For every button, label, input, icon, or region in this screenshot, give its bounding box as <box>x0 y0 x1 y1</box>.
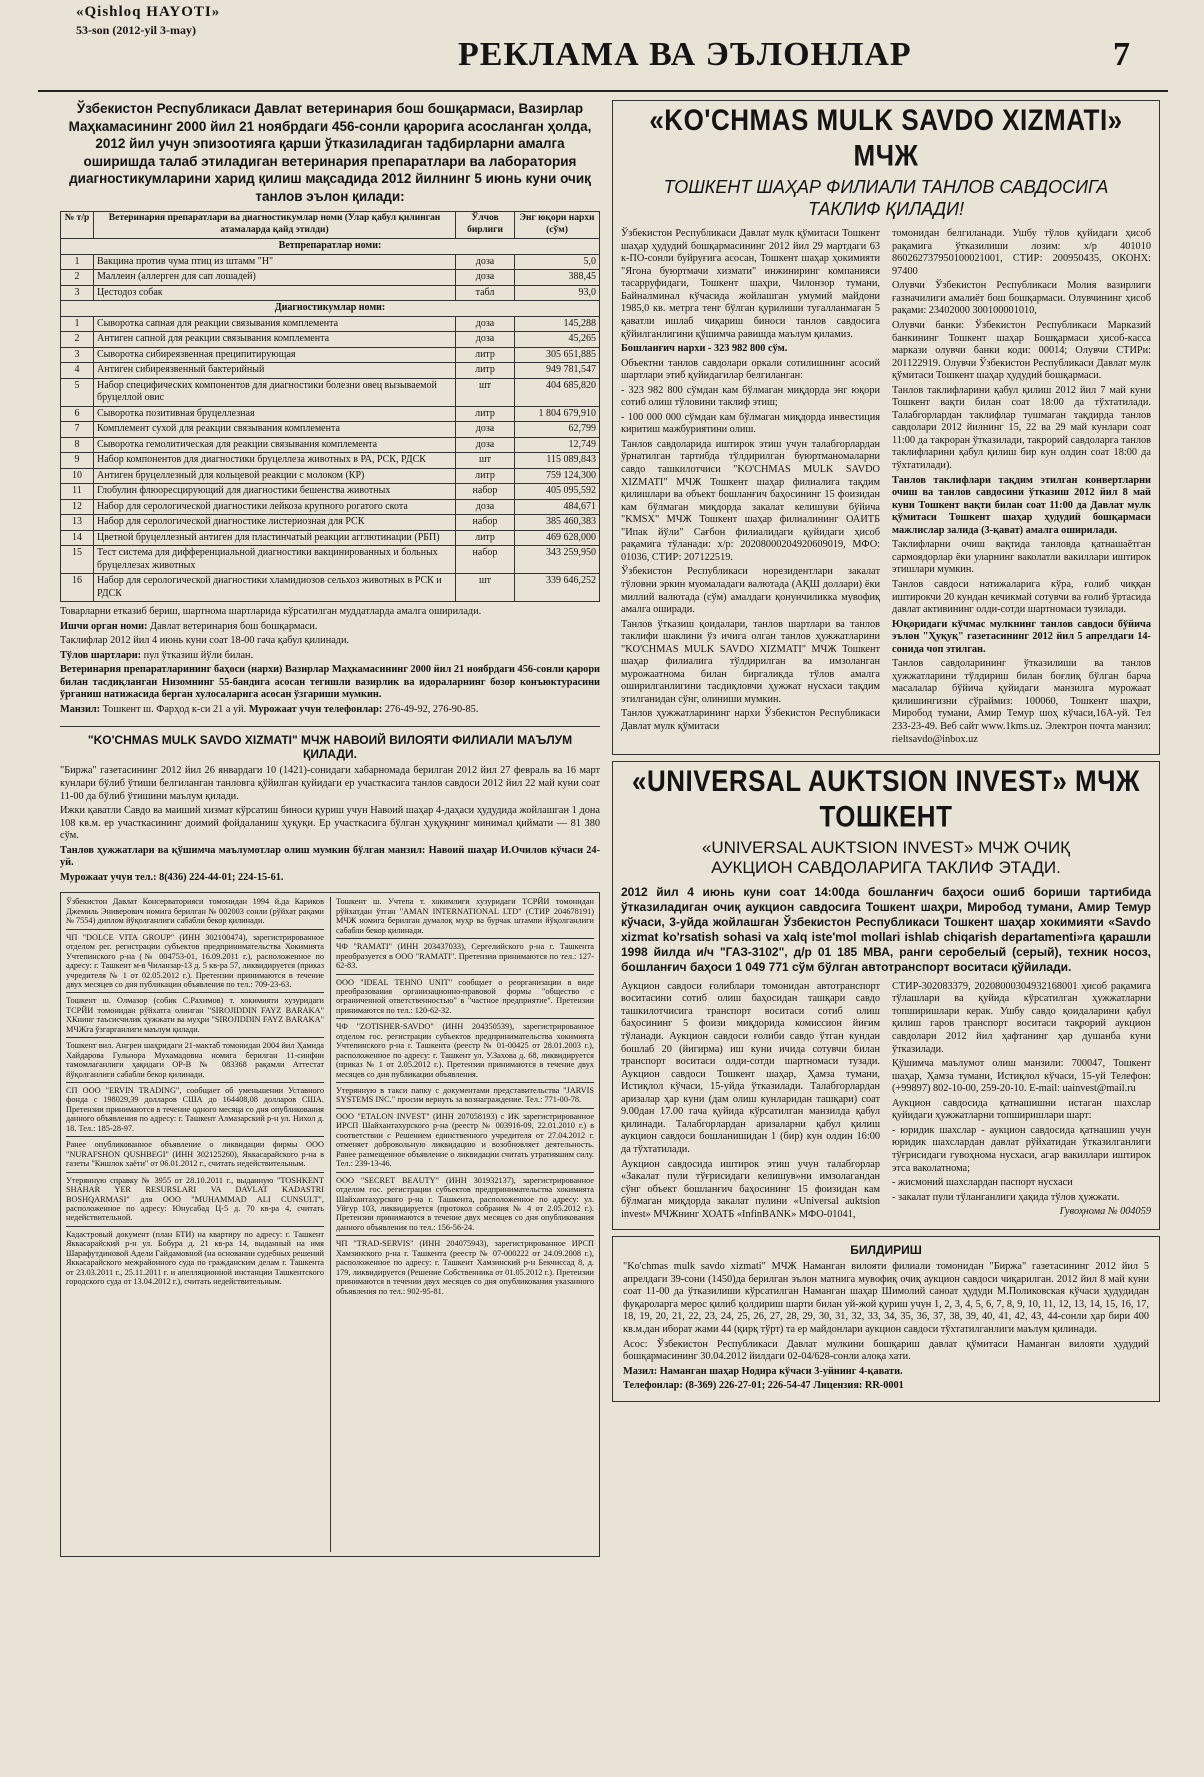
table-row <box>61 363 600 379</box>
th-number: № т/р <box>61 212 94 239</box>
divider <box>336 1172 594 1173</box>
cell-name: Набор для серологической диагностики хламидиозов сельхоз животных в РСК и РДСК <box>94 574 456 602</box>
notice-item: Утерянную в такси папку с документами представительства "JARVIS SYSTEMS INC." просим вернуть за вознаграждение. Тел.: 771-00-78. <box>336 1086 594 1105</box>
cell-n: 1 <box>61 254 94 270</box>
table-row <box>61 574 600 602</box>
table-row <box>61 546 600 574</box>
right-column <box>612 100 1160 1770</box>
navoiy-p4: Мурожаат учун тел.: 8(436) 224-44-01; 224-15-61. <box>60 871 284 883</box>
table-row <box>61 254 600 270</box>
cell-unit: доза <box>456 316 515 332</box>
cell-n: 1 <box>61 316 94 332</box>
cell-name: Сыворотка сапная для реакции связывания комплемента <box>94 316 456 332</box>
divider <box>66 1082 324 1083</box>
cell-n: 15 <box>61 546 94 574</box>
notice-item: ЧП "DOLCE VITA GROUP" (ИНН 302100474), зарегистрированное отделом рег. регистрации субъектов предпринимательства Хокимията Учтепинского р-на (№ 004753-01, 16.09.2011 г.), расположенное по адресу: г. Ташкент м-в Чиланзар-13 д. 5 кв-ра 57, ликвидируется (приказ учредителя № 1 от 02.05.2012 г.). Претензии принимаются в течение двух месяцев со дня публикации объявления по тел.: 709-23-63. <box>66 932 324 989</box>
divider <box>66 1037 324 1038</box>
paragraph: томонидан белгиланади. Ушбу тўлов қуйидаги ҳисоб рақамига ўтказилиши лозим: х/р 401010 860262737950100021001, СТИР: 200950435, ОКОНХ: 97400 <box>892 228 1151 277</box>
tender-address <box>60 704 600 717</box>
cell-n: 3 <box>61 285 94 301</box>
paragraph: Объектни танлов савдолари оркали сотилишнинг асосий шартлари этиб қуйидагилар белгиланган: <box>621 357 880 382</box>
cell-unit: шт <box>456 378 515 406</box>
navoiy-title: "KO'CHMAS MULK SAVDO XIZMATI" МЧЖ НАВОИЙ ВИЛОЯТИ ФИЛИАЛИ МАЪЛУМ ҚИЛАДИ. <box>87 733 573 762</box>
paragraph: Олувчи Ўзбекистон Республикаси Молия вазирлиги ғазначилиги амалиёт бош бошқармаси. Олувчининг ҳисоб рақами: 23402000 300100001010, <box>892 280 1151 317</box>
divider <box>336 1082 594 1083</box>
divider <box>336 1235 594 1236</box>
cell-name: Набор специфических компонентов для диагностики болезни овец вызываемой бруцеллой овис <box>94 378 456 406</box>
paragraph: Таклифларни очиш вақтида танловда қатнашаётган сармоядорлар ёки уларнинг ваколатли вакиллари иштирок этишлари мумкин. <box>892 539 1151 576</box>
cell-n: 16 <box>61 574 94 602</box>
cell-unit: доза <box>456 254 515 270</box>
cell-name: Тест система для дифференциальной диагностики вакцинированных и больных бруцеллезах животных <box>94 546 456 574</box>
cell-price: 343 259,950 <box>515 546 600 574</box>
notice-item: ЧФ "RAMATI" (ИНН 203437033), Сергелийского р-на г. Ташкента преобразуется в ООО "RAMATI". Претензии принимаются по тел.: 127-62-83. <box>336 942 594 971</box>
universal-left-text <box>621 981 880 1223</box>
divider <box>60 726 600 727</box>
notice-item: ООО "IDEAL TEHNO UNIT" сообщает о реорганизации в виде преобразования организационно-правовой формы "общество с ограниченной ответственностью" в "частное предприятие". Претензии принимаются по тел.: 120-62-32. <box>336 977 594 1015</box>
cell-price: 405 095,592 <box>515 484 600 500</box>
universal-right-text <box>892 981 1151 1223</box>
notice-item: ЧФ "ZOTISHER-SAVDO" (ИНН 204350539), зарегистрированное отделом гос. регистрации субъектов предпринимательства хокимията Учтепинского р-на г. Ташкента (реестр № 01-00425 от 28.01.2003 г.), расположенное по адресу: г. Ташкент ул. У.Захова д. 68, ликвидируется (приказ № 1 от 2.05.2012 г.). Претензии принимаются в течение двух месяцев со дня публикации объявления. <box>336 1022 594 1079</box>
divider <box>66 992 324 993</box>
tender-table <box>60 211 600 602</box>
cell-price: 145,288 <box>515 316 600 332</box>
cell-name: Антиген бруцеллезный для кольцевой реакции с молоком (КР) <box>94 468 456 484</box>
notice-item: Тошкент ш. Учтепа т. хокимлиги хузуридаги ТСРЙИ томонидан рўйхатдан ўтган "AMAN INTERNATIONAL LTD" (СТИР 204678191) МЧЖ номига берилган думалоқ муҳр ва бурчак штампи йўқолганлиги сабабли бекор қилинади. <box>336 897 594 935</box>
universal-l2: Аукцион савдосида иштирок этиш учун талабгорлар «Закалат пули тўғрисидаги келишув»ни имзолагандан сўнг объект бошланғич баҳосининг 15 фоизидан кам бўлмаган миқдорда закалат пулини «Universal auktsion invest» МЧЖнинг ХОАТБ «InfinBANK» МФО-01041, <box>621 1158 880 1220</box>
kochmas-right-text <box>892 228 1151 748</box>
cell-price: 93,0 <box>515 285 600 301</box>
tender-conditions <box>60 606 600 716</box>
paragraph: Олувчи банки: Ўзбекистон Республикаси Марказий банкининг Тошкент шаҳар Бошқармаси ҳисоб-касса маркази олувчи банки коди: 00014; Олувчи СТИРи: 201122919. Олувчи Ўзбекистон Республикаси Давлат мулк қўмитаси Тошкент шаҳар ҳудудий бошқармаси. <box>892 320 1151 382</box>
universal-r4: - юридик шахслар - аукцион савдосида қатнашиш учун юридик шахслардан давлат рўйхатидан ўтказилганлиги тўғрисидаги гувоҳнома нусхаси, агар вакиллари иштирок этса ваколатнома; <box>892 1124 1151 1174</box>
section-title: Диагностикумлар номи: <box>61 301 600 317</box>
notice-item: Тошкент ш. Олмазор (собик С.Рахимов) т. хокимияти хузуридаги ТСРЙИ томонидан рўйхатга олинган "SIROJIDDIN FAYZ BARAKA" ХКнинг таъсисчилик ҳужжати ва муҳри "SIROJIDDIN FAYZ BARAKA" МЧЖга ўзгарганлиги маълум қилади. <box>66 996 324 1034</box>
notice-item: Утерянную справку № 3955 от 28.10.2011 г., выданную "TOSHKENT SHAHAR YER RESURSLARI VA DAVLAT KADASTRI BOSHQARMASI" для ООО "MUHAMMAD ALI CUNSULT", расположенное по адресу: Юнусабад Ц-5 д. 70 кв-ра 4, считать недействительной. <box>66 1175 324 1223</box>
short-notices <box>60 892 600 1557</box>
notice-item: Ўзбекистон Давлат Консерваторияси томонидан 1994 й.да Кариков Джемиль Эниверович номига берилган № 002003 сонли (рўйхат рақами № 7554) диплом йўқолганлиги сабабли бекор қилинади. <box>66 897 324 926</box>
cell-unit: доза <box>456 332 515 348</box>
cell-price: 469 628,000 <box>515 530 600 546</box>
label: Ишчи орган номи: <box>60 620 148 632</box>
cell-n: 9 <box>61 453 94 469</box>
table-row <box>61 316 600 332</box>
divider <box>336 1018 594 1019</box>
paragraph: - 100 000 000 сўмдан кам бўлмаган миқдорда инвестиция киритиш мажбуриятини олиш. <box>621 411 880 436</box>
kochmas-body <box>621 228 1151 748</box>
table-row <box>61 530 600 546</box>
cell-unit: доза <box>456 437 515 453</box>
bildirish-p1: "Ko'chmas mulk savdo xizmati" МЧЖ Наманган вилояти филиали томонидан "Биржа" газетасининг 2012 йил 5 апрелдаги 39-сони (1450)да берилган эълон матнига мувофиқ очиқ аукцион савдоси чиқарилган. 2012 йил 8 май куни соат 11-00 да ўтказилиши кўрсатилган Наманган шаҳар Шимолий саноат ҳудуди М.Поликовская кўчаси ҳудудидан фуқароларга мерос қилиб қолдириш шарти билан уй-жой қуриш учун 1, 2, 3, 4, 5, 6, 7, 8, 9, 10, 11, 12, 13, 14, 15, 16, 17, 18, 19, 20, 21, 22, 23, 24, 25, 26, 27, 28, 29, 30, 31, 32, 33, 34, 35, 36, 37, 38, 39, 40, 41, 42, 43, 44-сонли ҳар бири 400 кв.м.дан иборат жами 44 (қирқ тўрт) та ер майдонлари аукцион савдоси тўхтатилганлиги маълум қилинади. <box>623 1261 1149 1335</box>
cell-n: 6 <box>61 406 94 422</box>
table-row <box>61 468 600 484</box>
label: Тўлов шартлари: <box>60 649 142 661</box>
cell-n: 12 <box>61 499 94 515</box>
table-row <box>61 515 600 531</box>
paragraph: Юқоридаги кўчмас мулкнинг танлов савдоси бўйича эълон "Ҳуқуқ" газетасининг 2012 йил 5 апрелдаги 14-сонида чоп этилган. <box>892 618 1151 655</box>
divider <box>66 929 324 930</box>
bildirish-p2: Асос: Ўзбекистон Республикаси Давлат мулкини бошқариш давлат қўмитаси Наманган вилояти ҳудудий бошқармасининг 30.04.2012 йилдаги 02-04/628-сонли алоқа хати. <box>623 1338 1149 1363</box>
divider <box>336 1108 594 1109</box>
cell-price: 949 781,547 <box>515 363 600 379</box>
table-row <box>61 347 600 363</box>
paragraph: Ўзбекистон Республикаси Давлат мулк қўмитаси Тошкент шаҳар ҳудудий бошқармасининг 2012 йил 29 мартдаги 63 к-ПО-сонли буйруғига асосан, Тошкент шаҳар ҳокимияти "Ягона буюртмачи хизмати" инжиниринг компанияси тасарруфидаги, Тошкент шаҳри, Чилонзор тумани, Байналминал кўчасида жойлашган умумий майдони 1985,0 кв. метрга тенг бўлган қурилиши тугалланмаган 5 қаватли ишлаб чиқариш биноси танлов савдосига қўйилганлигини қўшимча равишда маълум қиламиз. <box>621 228 880 340</box>
universal-license: Гувоҳнома № 004059 <box>1059 1206 1151 1218</box>
cell-unit: литр <box>456 406 515 422</box>
universal-r6: - закалат пули тўланганлиги ҳақида тўлов ҳужжати. <box>892 1191 1120 1203</box>
notice-item: Ранее опубликованное объявление о ликвидации фирмы ООО "NURAFSHON QUSHBEGI" (ИНН 302125260), Яккасарайского р-на в газеты "Кишлок хаёти" от 06.01.2012 г., считать недействительным. <box>66 1140 324 1169</box>
universal-r2: Қўшимча маълумот олиш манзили: 700047, Тошкент шаҳар, Ҳамза тумани, Истиқлол кўчаси, 15-уй Телефон: (+99897) 802-10-00, 259-20-10. E-mail: uainvest@mail.ru <box>892 1058 1151 1095</box>
tender-payment <box>60 650 600 663</box>
cell-unit: набор <box>456 484 515 500</box>
tender-price-note: Ветеринария препаратларининг баҳоси (нархи) Вазирлар Маҳкамасининг 2000 йил 21 ноябрдаги 456-сонли қарори билан тасдиқланган Низомнинг 55-бандига асосан тегишли вазирлик ва идораларнинг бозор конъюктурасини ўрганиш натижасида берган хулосаларига асосан ўзгариши мумкин. <box>60 664 600 701</box>
cell-name: Маллеин (аллерген для сап лошадей) <box>94 270 456 286</box>
paragraph: Танлов савдоларининг ўтказилиши ва танлов ҳужжатларини тўлдириш билан боғлиқ бўлган барча масалалар бўйича қуйидаги манзилга мурожаат қилишингизни сўраймиз: 100060, Тошкент шаҳри, Миробод тумани, Амир Темур шоҳ кўчаси,16А-уй. Тел 233-23-49. Веб сайт www.1kms.uz. Электрон почта манзил: rieltsavdo@inbox.uz <box>892 658 1151 745</box>
cell-price: 1 804 679,910 <box>515 406 600 422</box>
label: Манзил: <box>60 703 101 715</box>
cell-price: 339 646,252 <box>515 574 600 602</box>
navoiy-p2: Ижки қаватли Савдо ва маиший хизмат кўрсатиш биноси қуриш учун Навоий шаҳар 4-даҳаси ҳудудида жойлашган 1 дона 108 кв.м. ер участкасининг доимий фойдаланиш ҳуқуқи. Ер участкасига бўлган ҳуқуқнинг минимал қиймати — 81 380 сўм. <box>60 805 600 842</box>
cell-name: Цестодоз собак <box>94 285 456 301</box>
cell-price: 759 124,300 <box>515 468 600 484</box>
cell-price: 404 685,820 <box>515 378 600 406</box>
table-section-row <box>61 301 600 317</box>
cell-n: 11 <box>61 484 94 500</box>
tender-delivery: Товарларни етказиб бериш, шартнома шартларида кўрсатилган муддатларда амалга оширилади. <box>60 606 482 618</box>
bildirish-notice <box>612 1236 1160 1401</box>
cell-price: 388,45 <box>515 270 600 286</box>
cell-price: 484,671 <box>515 499 600 515</box>
cell-unit: доза <box>456 270 515 286</box>
universal-title: «UNIVERSAL AUKTSION INVEST» МЧЖ ТОШКЕНТ <box>631 763 1140 834</box>
value: пул ўтказиш йўли билан. <box>141 649 254 661</box>
notice-item: ООО "SECRET BEAUTY" (ИНН 301932137), зарегистрированное отделом гос. регистрации субъектов предпринимательства хокимията Шайхантахурского р-на г. Ташкента, расположенное по адресу: ул. Уйгур 103, ликвидируется (протокол собрания № 4 от 2.05.2012 г.). Претензии принимаются в течение двух месяцев со дня опубликования данного объявления по тел.: 156-56-24. <box>336 1175 594 1232</box>
divider <box>66 1136 324 1137</box>
notice-item: ООО "ETALON INVEST" (ИНН 207058193) с ИК зарегистрированное ИРСП Шайхантахурского р-на (реестр № 003916-09, 22.01.2010 г.) в соответствии с Решением единственного учредителя от 27.04.2012 г. отменяет добровольную ликвидацию и возобновляет деятельность. Ранее размещенное объявление о ликвидации считать утратившим силу. Тел.: 239-13-46. <box>336 1111 594 1169</box>
cell-unit: набор <box>456 515 515 531</box>
cell-unit: табл <box>456 285 515 301</box>
bildirish-p4: Телефонлар: (8-369) 226-27-01; 226-54-47 Лицензия: RR-0001 <box>623 1380 904 1392</box>
paragraph: Танлов таклифлари тақдим этилган конвертларни очиш ва танлов савдосини ўтказиш 2012 йил 8 май куни Тошкент вақти билан соат 11:00 да Давлат мулк қўмитаси Тошкент шаҳар ҳудудий бошқармаси мажлислар залида (3-қават) амалга оширилади. <box>892 474 1151 536</box>
cell-n: 10 <box>61 468 94 484</box>
cell-name: Антиген сапной для реакции связывания комплемента <box>94 332 456 348</box>
tender-organ <box>60 621 600 634</box>
cell-n: 5 <box>61 378 94 406</box>
cell-name: Набор для серологической диагностике листериозная для РСК <box>94 515 456 531</box>
table-row <box>61 453 600 469</box>
cell-n: 2 <box>61 332 94 348</box>
table-row <box>61 437 600 453</box>
kochmas-ad <box>612 100 1160 755</box>
universal-r1: СТИР-302083379, 20208000304932168001 ҳисоб рақамига тўлашлари ва қуйида кўрсатилган ҳужжатларни топширишлари керак. Ушбу савдо қоидаларини қабул қилиш гаров транспорт воситаси тақрорий аукцион савдолари 2012 йил ҳафтанинг ҳар душанба куни ўтказилади. <box>892 980 1151 1055</box>
navoiy-p1: "Биржа" газетасининг 2012 йил 26 январдаги 10 (1421)-сонидаги хабарномада берилган 2012 йил 27 февраль ва 16 март кунлари бўлиб ўтиши белгиланган танловга қўйилган қуйидаги ер участкасига танлов савдоси 2012 йил 22 май куни соат 11-00 да бўлиб ўтишини маълум қилади. <box>60 765 600 802</box>
th-price: Энг юқори нархи (сўм) <box>515 212 600 239</box>
cell-n: 8 <box>61 437 94 453</box>
paragraph: Танлов таклифларини қабул қилиш 2012 йил 7 май куни Тошкент вақти билан соат 18:00 да тўхтатилади. Талабгорлардан таклифлар тушмаган тақдирда танлов савдолари 2012 йилнинг 15, 22 ва 29 май кунлари соат 11:00 да такроран ўтказилади, такрорий савдоларга танлов таклифларини қабул қилиш бир кун олдин соат 18:00 да тўхтатилади). <box>892 384 1151 472</box>
table-row <box>61 378 600 406</box>
kochmas-title: «KO'CHMAS MULK SAVDO XIZMATI» МЧЖ <box>649 102 1123 173</box>
cell-price: 12,749 <box>515 437 600 453</box>
cell-n: 7 <box>61 422 94 438</box>
cell-price: 45,265 <box>515 332 600 348</box>
cell-n: 4 <box>61 363 94 379</box>
notices-right <box>330 897 594 1552</box>
paragraph: Бошланғич нархи - 323 982 800 сўм. <box>621 343 788 355</box>
table-row <box>61 270 600 286</box>
table-row <box>61 484 600 500</box>
cell-n: 3 <box>61 347 94 363</box>
universal-subtitle: «UNIVERSAL AUKTSION INVEST» МЧЖ ОЧИҚ АУКЦИОН САВДОЛАРИГА ТАКЛИФ ЭТАДИ. <box>701 838 1071 878</box>
notice-item: СП ООО "ERVIN TRADING", сообщает об уменьшении Уставного фонда с 198029,39 долларов США до 164408,08 долларов США. Претензии принимаются в течение одного месяца со дня опубликования данного объявления по адресу: г. Ташкент Алмазарский р-н ул. Нихол д. 18. Тел.: 185-28-97. <box>66 1086 324 1133</box>
page-title: РЕКЛАМА ВА ЭЪЛОНЛАР <box>458 36 912 73</box>
bildirish-p3: Мазил: Наманган шаҳар Нодира кўчаси 3-уйнинг 4-қавати. <box>623 1365 903 1377</box>
paragraph: Танлов ҳужжатларининг нархи Ўзбекистон Республикаси Давлат мулк қўмитаси <box>621 708 880 732</box>
cell-unit: литр <box>456 468 515 484</box>
cell-unit: литр <box>456 363 515 379</box>
notices-left <box>66 897 324 1552</box>
cell-name: Сыворотка сибиреязвенная преципитирующая <box>94 347 456 363</box>
cell-n: 2 <box>61 270 94 286</box>
left-column <box>60 100 600 1770</box>
cell-price: 385 460,383 <box>515 515 600 531</box>
paragraph: - 323 982 800 сўмдан кам бўлмаган миқдорда энг юқори сотиб олиш тўловини таклиф этиш; <box>621 384 880 409</box>
paragraph: Танлов ўтказиш қоидалари, танлов шартлари ва танлов таклифи шаклини ўз ичига олган танлов ҳужжатларини "KO'CHMAS MULK SAVDO XIZMATI" МЧЖ Тошкент шаҳар филиалига тўлдирилган ва имзоланган мурожаатнома билан биргаликда тўлов амалга оширилганлигини тасдиқловчи ҳужжат нусхаси тақдим этилганидан сўнг, олиниши мумкин. <box>621 618 880 705</box>
universal-lead: 2012 йил 4 июнь куни соат 14:00да бошланғич баҳоси ошиб бориши тартибида ўтказиладиган очиқ аукцион савдосига Тошкент шаҳри, Миробод тумани, Амир Темур кўчаси, 3-уйда жойлашган Ўзбекистон Республикаси Тошкент шаҳар хокимияти «Savdo xizmat ko'rsatish sohasi va xalq iste'mol mollari ishlab chiqarish departamenti»га қарашли 1998 йилда и/ч "ГАЗ-3102", д/р 01 185 МВА, ранги серобелый (серый), техник носоз, бошланғич баҳоси 1 049 771 сўм бўлган автотранспорт воситаси қўйилади. <box>621 884 1151 974</box>
tender-deadline: Таклифлар 2012 йил 4 июнь куни соат 18-00 гача қабул қилинади. <box>60 635 350 647</box>
navoiy-notice <box>60 733 600 884</box>
table-section-row <box>61 239 600 255</box>
value: 276-49-92, 276-90-85. <box>382 703 479 715</box>
issue-date: 53-son (2012-yil 3-may) <box>76 23 196 37</box>
th-unit: Ўлчов бирлиги <box>456 212 515 239</box>
table-row <box>61 285 600 301</box>
tender-intro: Ўзбекистон Республикаси Давлат ветеринария бош бошқармаси, Вазирлар Маҳкамасининг 2000 йил 21 ноябрдаги 456-сонли қарорига асосланган ҳолда, 2012 йил учун эпизоотияга қарши ўтказиладиган тадбирларни амалга оширишда талаб этиладиган ветеринария препаратлари ва лаборатория диагностикумларини харид қилиш мақсадида 2012 йилнинг 5 июнь куни очиқ танлов эълон қилади: <box>68 101 592 204</box>
cell-name: Набор компонентов для диагностики бруцеллеза животных в РА, РСК, РДСК <box>94 453 456 469</box>
notice-item: Тошкент вил. Ангрен шаҳридаги 21-мактаб томонидан 2004 йил Ҳамида Хайдарова Гульнора Мухамадовна номига берилган 11-синфни тамомлаганлиги ҳақидаги ОР-В № 083368 рақамли Аттестат йўқолганлиги сабабли бекор қилинади. <box>66 1041 324 1079</box>
table-row <box>61 332 600 348</box>
label: Мурожаат учун телефонлар: <box>248 703 383 715</box>
cell-price: 62,799 <box>515 422 600 438</box>
table-body <box>61 239 600 602</box>
cell-unit: доза <box>456 499 515 515</box>
kochmas-left-text <box>621 228 880 748</box>
th-name: Ветеринария препаратлари ва диагностикумлар номи (Улар қабул қилинган атамаларда қайд этилди) <box>94 212 456 239</box>
bildirish-title: БИЛДИРИШ <box>850 1243 922 1258</box>
universal-r3: Аукцион савдосида қатнашишни истаган шахслар қуйидаги ҳужжатларни топширишлари шарт: <box>892 1097 1151 1122</box>
cell-n: 13 <box>61 515 94 531</box>
page-number: 7 <box>1113 36 1130 73</box>
cell-name: Набор для серологической диагностики лейкоза крупного рогатого скота <box>94 499 456 515</box>
cell-unit: доза <box>456 422 515 438</box>
table-row <box>61 422 600 438</box>
cell-name: Глобулин флюоресцирующий для диагностики бешенства животных <box>94 484 456 500</box>
notice-item: ЧП "TRAD-SERVIS" (ИНН 204075943), зарегистрированное ИРСП Хамзинского р-на г. Ташкента (реестр № 07-000222 от 24.09.2008 г.), расположенное по адресу: г. Ташкент Хамзинский р-н Бекчиссад 8, д. 179, ликвидируется (Решение Собственника от 01.05.2012 г.). Претензии принимаются в течении двух месяцев со дня опубликования указанного объявления по тел.: 902-95-81. <box>336 1239 594 1296</box>
cell-name: Сыворотка позитивная бруцеллезная <box>94 406 456 422</box>
cell-price: 305 651,885 <box>515 347 600 363</box>
cell-name: Антиген сибиреязвенный бактерийный <box>94 363 456 379</box>
cell-price: 5,0 <box>515 254 600 270</box>
paragraph: Танлов савдоси натижаларига кўра, ғолиб чиққан иштирокчи 20 кундан кечикмай сотувчи ва ғолиб ўртасида давлат активининг олди-сотди шартномаси тузилади. <box>892 578 1151 616</box>
cell-name: Цветной бруцеллезный антиген для пластинчатый реакции агглютинации (РБП) <box>94 530 456 546</box>
paragraph: Танлов савдоларида иштирок этиш учун талабгорлардан ўрнатилган тартибда тўлдирилган буюртманомаларни савдо ташкилотчиси "KO'CHMAS MULK SAVDO XIZMATI" МЧЖ Тошкент шаҳар филиалига тақдим қилишлари ва объект бошланғич баҳосининг 15 фоизидан кам бўлмаган миқдорда закалат келишуви бўйича "KMSX" МЧЖ Тошкент шаҳар филиалининг ОАИТБ "Ипак йўли" Сағбон филиалидаги қуйидаги ҳисоб рақамига тўланади: х/р: 20208000204920609019, МФО: 01036, СТИР: 207122519. <box>621 438 880 563</box>
page-header <box>38 4 1168 92</box>
value: Давлат ветеринария бош бошқармаси. <box>147 620 318 632</box>
kochmas-subtitle: ТОШКЕНТ ШАҲАР ФИЛИАЛИ ТАНЛОВ САВДОСИГА ТАКЛИФ ҚИЛАДИ! <box>663 177 1109 219</box>
universal-l1: Аукцион савдоси ғолиблари томонидан автотранспорт воситасини сотиб олиш баҳосидан ташқари савдо ташкилотчисига транспорт воситаси сотиб олиш баҳосининг 5 фоизи миқдорида комиссион йиғим тўланади. Аукцион савдоси ғолиби савдо ўтган кундан бошлаб 20 (йигирма) иш куни ичида сотувчи билан транспорт воситаси олди-сотди шартномаси тузади. Аукцион савдоси Тошкент шаҳар, Ҳамза тумани, Истиқлол кўчаси, 15-уйда ўтказилади. Талабгорлардан аризалар ҳар куни (дам олиш кунларидан ташқари) соат 9.00дан 17.00 гача қуйида кўрсатилган манзилда қабул қилинади. Талабгорлардан аризаларни қабул қилиш аукцион савдоси бошланишидан 1 (бир) кун олдин 16:00 да тўхтатилади. <box>621 980 880 1155</box>
cell-name: Сыворотка гемолитическая для реакции связывания комплемента <box>94 437 456 453</box>
universal-r5: - жисмоний шахслардан паспорт нусхаси <box>892 1177 1073 1189</box>
paragraph: Ўзбекистон Республикаси норезидентлари закалат тўловни эркин муомаладаги валютада (АҚШ доллари) ёки миллий валютада (сўм) амалдаги қонунчиликка мувофиқ амалга оширади. <box>621 566 880 616</box>
cell-name: Комплемент сухой для реакции связывания комплемента <box>94 422 456 438</box>
cell-unit: набор <box>456 546 515 574</box>
divider <box>336 938 594 939</box>
cell-unit: шт <box>456 574 515 602</box>
divider <box>66 1172 324 1173</box>
table-row <box>61 499 600 515</box>
cell-price: 115 089,843 <box>515 453 600 469</box>
table-row <box>61 406 600 422</box>
universal-ad <box>612 761 1160 1230</box>
cell-unit: литр <box>456 530 515 546</box>
notice-item: Кадастровый документ (план БТИ) на квартиру по адресу: г. Ташкент Яккасарайский р-н ул. Бобура д. 21 кв-ра 14, выданный на имя Шарафутдиновой Адели Гайдамовной (на основании судебных решений Яккасарайского межрайонного суда по гражданским делам г. Ташкента от 23.03.2011 г., 25.11.2011 г. и апелляционной инстанции Ташкентского городского суда от 13.04.2012 г.), считать недействительным. <box>66 1229 324 1287</box>
divider <box>66 1226 324 1227</box>
cell-unit: шт <box>456 453 515 469</box>
universal-body <box>621 981 1151 1223</box>
value: Тошкент ш. Фарҳод к-си 21 а уй. <box>100 703 249 715</box>
paper-name: «Qishloq HAYOTI» <box>76 4 221 20</box>
cell-name: Вакцина против чума птиц из штамм "Н" <box>94 254 456 270</box>
divider <box>336 974 594 975</box>
navoiy-p3: Танлов ҳужжатлари ва қўшимча маълумотлар олиш мумкин бўлган манзил: Навоий шаҳар И.Очилов кўчаси 24-уй. <box>60 844 600 869</box>
cell-unit: литр <box>456 347 515 363</box>
section-title: Ветпрепаратлар номи: <box>61 239 600 255</box>
cell-n: 14 <box>61 530 94 546</box>
